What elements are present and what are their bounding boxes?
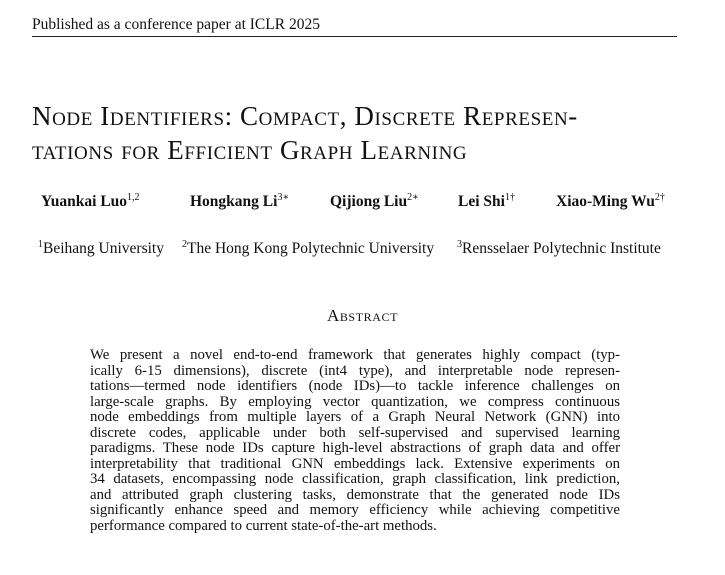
author-list [0,193,725,215]
author-2 [190,193,289,211]
abstract-line: 34 datasets, encompassing node classification, graph classification, link prediction, [90,471,620,487]
author-1 [41,193,140,211]
author-4 [458,193,515,211]
author-name: Xiao-Ming Wu [556,193,655,210]
author-name: Lei Shi [458,193,505,210]
author-affiliation-mark: 3∗ [277,192,290,203]
abstract-line: paradigms. These node IDs capture high-level abstractions of graph data and offer [90,440,620,456]
abstract-line: ically 6-15 dimensions), discrete (int4 type), and interpretable node represen- [90,362,620,379]
affiliation-mark: 1 [38,239,43,250]
title-line-1: Node Identifiers: Compact, Discrete Represen- [32,101,578,131]
author-5 [556,193,665,211]
affiliation-1 [38,240,164,258]
author-name: Yuankai Luo [41,193,128,210]
affiliation-name: Beihang University [43,240,164,257]
paper-title [32,99,692,167]
running-head: Published as a conference paper at ICLR 2025 [32,16,677,37]
author-name: Hongkang Li [190,193,278,210]
abstract-body [90,348,620,534]
abstract-line: significantly enhance speed and memory efficiency while achieving competitive [90,502,620,518]
affiliation-2 [182,240,434,258]
author-affiliation-mark: 2∗ [407,192,419,203]
abstract-line: discrete codes, applicable under both self-supervised and supervised learning [90,424,620,441]
abstract-line: interpretability that traditional GNN embeddings lack. Extensive experiments on [90,455,620,472]
affiliation-mark: 2 [182,239,187,250]
abstract-line: large-scale graphs. By employing vector quantization, we compress continuous [90,393,620,410]
abstract-heading: Abstract [326,306,399,325]
author-affiliation-mark: 1† [504,192,515,203]
affiliation-name: Rensselaer Polytechnic Institute [462,240,661,257]
author-affiliation-mark: 2† [654,192,665,203]
abstract-line: performance compared to current state-of-the-art methods. [90,517,437,534]
author-3 [330,193,419,211]
title-line-2: tations for Efficient Graph Learning [32,135,468,165]
abstract-line: and attributed graph clustering tasks, demonstrate that the generated node IDs [90,486,620,503]
abstract-line: We present a novel end-to-end framework that generates highly compact (typ- [90,347,620,363]
affiliation-3 [457,240,661,258]
abstract-line: node embeddings from multiple layers of a Graph Neural Network (GNN) into [90,409,620,425]
author-name: Qijiong Liu [330,193,408,210]
abstract-line: tations—termed node identifiers (node IDs)—to tackle inference challenges on [90,378,620,394]
author-affiliation-mark: 1,2 [127,192,140,203]
affiliation-mark: 3 [457,239,462,250]
affiliation-name: The Hong Kong Polytechnic University [187,240,435,257]
